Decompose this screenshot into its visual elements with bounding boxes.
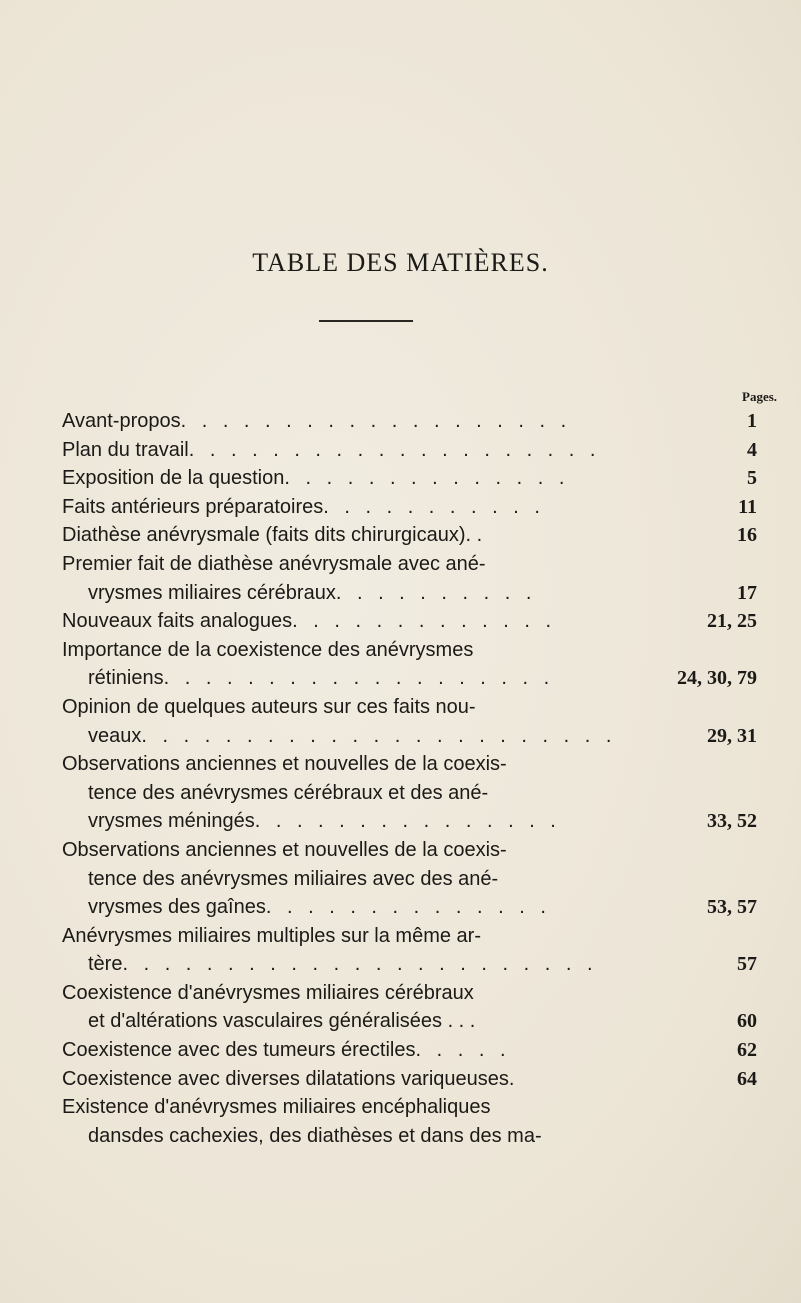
toc-entry-text: Faits antérieurs préparatoires [62,495,324,518]
toc-page-number: 4 [747,438,757,461]
toc-page-number: 24, 30, 79 [677,667,757,690]
toc-line [62,464,757,493]
toc-dot-leader: . . . . . [415,1039,511,1062]
toc-entry-text: tence des anévrysmes miliaires avec des ané- [88,867,499,890]
toc-dot-leader: . . . . . . . . . . . . . . . . . . . [163,667,555,690]
toc-page-number: 57 [737,953,757,976]
toc-entry-text: Nouveaux faits analogues [62,610,293,633]
toc-line [62,722,757,751]
toc-dot-leader: . . . . . . . . . . . . . . [284,467,570,490]
toc-line [62,1122,757,1151]
toc-page-number: 21, 25 [707,610,757,633]
toc-line [62,807,757,836]
toc-entry-text: Observations anciennes et nouvelles de la coexis- [62,753,507,776]
toc-entry-text: dansdes cachexies, des diathèses et dans des ma- [88,1124,542,1147]
toc-entry-text: Coexistence avec des tumeurs érectiles [62,1039,416,1062]
toc-line [62,950,757,979]
toc-entry-text: Coexistence avec diverses dilatations variqueuses. [62,1067,515,1090]
toc-entry-text: vrysmes miliaires cérébraux [88,581,336,604]
toc-line [62,893,757,922]
toc-entry-text: Anévrysmes miliaires multiples sur la même ar- [62,924,481,947]
toc-dot-leader: . . . . . . . . . . . . . . [265,896,551,919]
toc-line [62,865,757,894]
toc-line [62,1036,757,1065]
toc-page-number: 33, 52 [707,810,757,833]
toc-entry-text: Observations anciennes et nouvelles de la coexis- [62,838,507,861]
toc-page-number: 29, 31 [707,724,757,747]
toc-page-number: 60 [737,1010,757,1033]
toc-dot-leader: . . . . . . . . . . . . . . . [254,810,561,833]
toc-line [62,436,757,465]
toc-entry-text: Diathèse anévrysmale (faits dits chirurgicaux). . [62,524,483,547]
toc-entry-text: vrysmes des gaînes [88,896,266,919]
toc-dot-leader: . . . . . . . . . . . [323,495,545,518]
page-title: TABLE DES MATIÈRES. [252,248,549,277]
toc-line [62,922,757,951]
toc-line [62,407,757,436]
toc-entry-text: Importance de la coexistence des anévrysmes [62,638,474,661]
toc-entry-text: Exposition de la question [62,467,285,490]
toc-line [62,1093,757,1122]
toc-line [62,693,757,722]
toc-entry-text: vrysmes méningés [88,810,255,833]
toc-line [62,550,757,579]
toc-line [62,493,757,522]
toc-line [62,1065,757,1094]
toc-entry-text: tence des anévrysmes cérébraux et des ané- [88,781,489,804]
toc-page-number: 11 [738,495,757,518]
toc-page-number: 5 [747,467,757,490]
toc-entry-text: Coexistence d'anévrysmes miliaires cérébraux [62,981,474,1004]
toc-line [62,779,757,808]
toc-line [62,636,757,665]
toc-line [62,579,757,608]
toc-dot-leader: . . . . . . . . . . . . . . . . . . . . [188,438,601,461]
toc-entry-text: et d'altérations vasculaires généralisées . . . [88,1010,476,1033]
toc-dot-leader: . . . . . . . . . . . . . [292,610,557,633]
toc-line [62,607,757,636]
toc-page-number: 16 [737,524,757,547]
table-of-contents [62,407,757,1150]
toc-page-number: 1 [747,410,757,432]
toc-line [62,521,757,550]
toc-entry-text: Opinion de quelques auteurs sur ces faits nou- [62,695,476,718]
toc-dot-leader: . . . . . . . . . . [335,581,537,604]
toc-dot-leader: . . . . . . . . . . . . . . . . . . . [180,410,572,432]
toc-line [62,664,757,693]
toc-line [62,836,757,865]
toc-entry-text: tère [88,953,123,976]
toc-page-number: 17 [737,581,757,604]
toc-dot-leader: . . . . . . . . . . . . . . . . . . . . . . . [122,953,598,976]
toc-line [62,1007,757,1036]
toc-entry-text: Premier fait de diathèse anévrysmale avec ané- [62,552,486,575]
toc-line [62,750,757,779]
toc-dot-leader: . . . . . . . . . . . . . . . . . . . . . . . [141,724,617,747]
toc-entry-text: rétiniens [88,667,164,690]
toc-line [62,979,757,1008]
toc-entry-text: veaux [88,724,142,747]
toc-entry-text: Avant-propos [62,410,181,432]
toc-page-number: 64 [737,1067,757,1090]
toc-entry-text: Existence d'anévrysmes miliaires encéphaliques [62,1096,491,1119]
title-rule [319,320,413,322]
toc-page-number: 62 [737,1039,757,1062]
toc-page-number: 53, 57 [707,896,757,919]
toc-entry-text: Plan du travail [62,438,189,461]
pages-column-header: Pages. [742,389,778,404]
